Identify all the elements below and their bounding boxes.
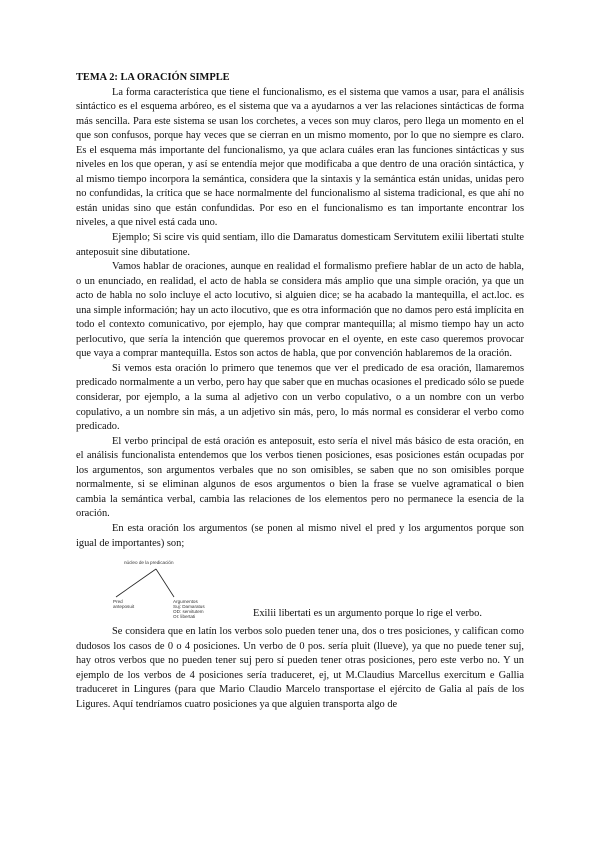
tree-root-label: núcleo de la predicación xyxy=(124,560,174,566)
paragraph: Se considera que en latín los verbos solo pueden tener una, dos o tres posiciones, y califican como dudosos los casos de 0 o 4 posiciones. Un verbo de 0 pos. sería pluit (llueve), ya que no puede tener suj, hay otros verbos que no pueden tener suj pero sí pueden tener otras posiciones, pero este verbo no. Y un ejemplo de los verbos de 4 posiciones sería traduceret, ej, ut M.Claudius Marcellus exercitum e Gallia traduceret in Lingures (para que Mario Claudio Marcelo transportase el ejército de Galia al país de los Ligures. Aquí tendríamos cuatro posiciones ya que alguien transporta algo de xyxy=(76,626,524,710)
paragraph: La forma característica que tiene el funcionalismo, es el sistema que vamos a usar, para el análisis sintáctico es el esquema arbóreo, es el sistema que va a ayudarnos a ver las relaciones sintácticas de forma más sencilla. Para este sistema se usan los corchetes, a veces son muy claros, pero llega un momento en el que son confusos, porque hay veces que se cierran en un mismo momento, por lo que no siempre es claro. Es el esquema más importante del funcionalismo, ya que aclara cuáles eran las funciones sintácticas y sus niveles en los que operan, y así se entendía mejor que modificaba a que dentro de una oración sintáctica, y al mismo tiempo incorpora la semántica, considera que la sintaxis y la semántica están unidas, unidas pero no confundidas, la crítica que se hace normalmente del funcionalismo al sistema tradicional, es que ahí no están unidas sino que están confundidas. Por eso en el funcionalismo es tan importante encontrar los niveles, a que nivel está cada uno. xyxy=(76,86,524,229)
tree-right-label: Argumentos xyxy=(173,599,198,605)
document-body xyxy=(76,71,524,712)
paragraph: El verbo principal de está oración es anteposuit, esto sería el nivel más básico de esta oración, en el análisis funcionalista entendemos que los verbos tienen posiciones, esas posiciones están ocupadas por los argumentos, son argumentos verbales que no son omisibles, se saben que no son omisibles porque normalmente, si se eliminan algunos de esos argumentos o bien la frase se vuelve agramatical o bien cambia la semántica verbal, cambia las relaciones de los elementos pero no permanece la esencia de la oración. xyxy=(76,435,524,520)
paragraph: Ejemplo; Si scire vis quid sentiam, illo die Damaratus domesticam Servitutem exilii libertati stulte anteposuit sine dibutatione. xyxy=(76,232,524,258)
paragraph: Vamos hablar de oraciones, aunque en realidad el formalismo prefiere hablar de un acto de habla, o un enunciado, en realidad, el acto de habla se considera más amplio que una simple oración, ya que un acto de habla no solo incluye el acto locutivo, si alguien dice; se ha acabado la mantequilla, el act.loc. es una simple información; hay un acto ilocutivo, que es otra información que no damos pero está implícita en todo el contexto comunicativo, por ejemplo, hay que comprar mantequilla; al mismo tiempo hay un acto perlocutivo, que sería la intención que queremos provocar en el oyente, en este caso queremos provocar que vaya a comprar mantequilla. Estos son actos de habla, que por convención hablaremos de la oración. xyxy=(76,261,524,360)
tree-right-label: OI: libertati xyxy=(173,614,196,620)
diagram-caption: Exilii libertati es un argumento porque lo rige el verbo. xyxy=(253,608,482,620)
document-title: TEMA 2: LA ORACIÓN SIMPLE xyxy=(76,72,230,83)
paragraph: Si vemos esta oración lo primero que tenemos que ver el predicado de esa oración, llamaremos predicado normalmente a un verbo, pero hay que saber que en muchas ocasiones el predicado sólo se puede considerar, por ejemplo, a la suma al adjetivo con un verbo copulativo, o a un nombre con un verbo copulativo, a un nombre sin más, a un adjetivo sin más, pero, lo más normal es considerar el verbo como predicado. xyxy=(76,362,524,433)
tree-branch-left xyxy=(116,569,156,597)
tree-right-label: Suj: Damaratus xyxy=(173,604,205,610)
tree-left-label: anteposuit xyxy=(113,604,135,610)
tree-branch-right xyxy=(156,569,174,597)
tree-right-label: OD: servitutem xyxy=(173,609,204,615)
tree-left-label: Pred xyxy=(113,599,123,605)
paragraph: En esta oración los argumentos (se ponen al mismo nivel el pred y los argumentos porque son igual de importantes) son; xyxy=(76,522,524,549)
tree-diagram xyxy=(76,555,524,625)
